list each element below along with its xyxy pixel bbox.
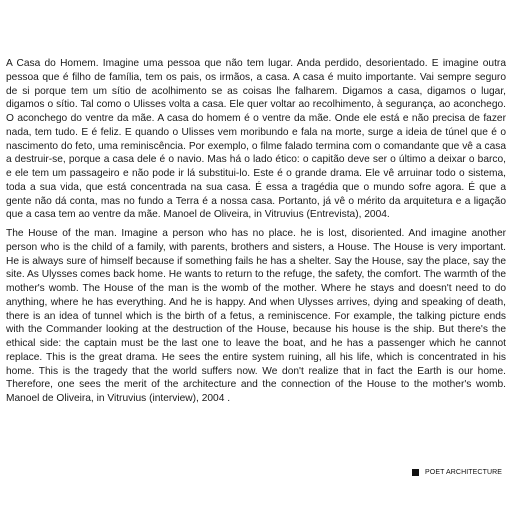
paragraph-portuguese: A Casa do Homem. Imagine uma pessoa que não tem lugar. Anda perdido, desorientado. E imagine outra pessoa que é filho de família, tem os pais, os irmãos, a casa. A casa é muito importante. Vai sempre seguro de si porque tem um sítio de acolhimento se as coisas lhe falharem. Digamos a casa, digamos o lugar, digamos o sítio. Tal como o Ulisses volta a casa. Ele quer voltar ao recolhimento, à segurança, ao aconchego. O aconchego do ventre da mãe. A casa do homem é o ventre da mãe. Onde ele está e não precisa de fazer nada, tem tudo. E é feliz. E quando o Ulisses vem moribundo e fala na morte, surge a ideia de túnel que é o nascimento do feto, uma reminiscência. Por exemplo, o filme falado termina com o comandante que vê a casa a destruir-se, porque a casa dele é o navio. Mas há o lado ético: o capitão deve ser o último a deixar o barco, e ele tem um passageiro e não pode ir lá substitui-lo. Este é o grande drama. Ele vê arruinar todo o sistema, toda a sua vida, que está concentrada na sua casa. É essa a tragédia que o mundo sofre agora. É que a gente não dá conta, mas no fundo a Terra é a nossa casa. Portanto, já vê o mérito da arquitetura e a ligação que a casa tem ao ventre da mãe. Manoel de Oliveira, in Vitruvius (Entrevista), 2004. <box>6 58 506 221</box>
footer-text: POET ARCHITECTURE <box>425 469 503 476</box>
footer-label <box>412 469 502 476</box>
document-body <box>6 57 506 406</box>
paragraph-english: The House of the man. Imagine a person who has no place. he is lost, disoriented. And imagine another person who is the child of a family, with parents, brothers and sisters, a House. The House is very important. He is always sure of himself because if something fails he has a shelter. Say the House, say the place, say the site. As Ulysses comes back home. He wants to return to the refuge, the safety, the comfort. The warmth of the mother's womb. The House of the man is the womb of the mother. Where he stays and doesn't need to do anything, where he has everything. And he is happy. And when Ulysses arrives, dying and speaking of death, there is an idea of tunnel which is the birth of a fetus, a reminiscence. For example, the talking picture ends with the Commander looking at the destruction of the House, because his house is the ship. But there's the ethical side: the captain must be the last one to leave the boat, and he has a passenger which he cannot replace. This is the great drama. He sees the entire system ruining, all his life, which is concentrated in his home. This is the tragedy that the world suffers now. We don't realize that in fact the Earth is our home. Therefore, one sees the merit of the architecture and the connection of the House to the mother's womb. Manoel de Oliveira, in Vitruvius (interview), 2004 . <box>6 228 506 404</box>
square-marker-icon <box>412 469 419 476</box>
